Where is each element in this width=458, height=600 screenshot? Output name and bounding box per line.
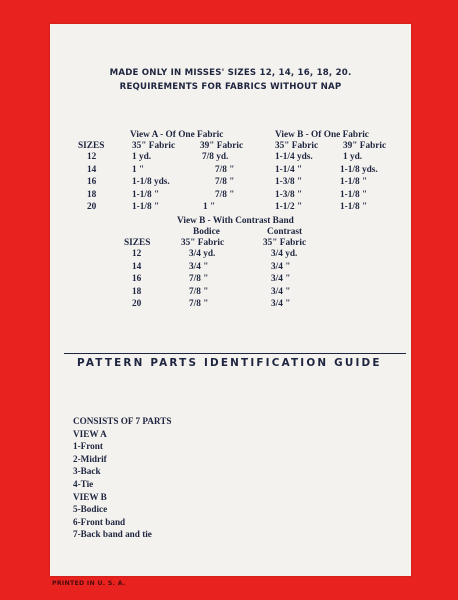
list-item: 1-Front [73,441,103,452]
contrast-band-table [50,215,411,311]
size-cell: 20 [132,299,142,310]
table-row [50,151,411,164]
a35-cell: 1 " [132,164,145,175]
parts-list [73,415,171,541]
contrast-header-row [50,237,411,248]
list-item: 4-Tie [73,478,94,489]
list-item: 2-Midrif [73,453,107,464]
size-cell: 12 [132,249,142,259]
table-header-row [50,140,411,151]
a35-cell: 1-1/8 " [132,202,160,213]
b35-cell: 1-3/8 " [275,189,303,200]
size-cell: 20 [87,202,97,213]
bodice-cell: 7/8 " [189,274,209,285]
table-row [50,298,411,311]
sizes-label: SIZES [78,141,105,151]
size-cell: 14 [87,164,97,175]
contrast-cell: 3/4 yd. [271,249,298,259]
col-header-bodice: 35" Fabric [181,238,225,248]
contrast-cell: 3/4 " [271,286,291,297]
col-header-a39: 39" Fabric [200,141,244,151]
sizes-label: SIZES [124,238,151,248]
guide-divider [64,353,406,354]
b35-cell: 1-1/4 " [275,164,303,175]
a39-cell: 7/8 " [215,177,235,188]
b39-cell: 1 yd. [343,152,363,162]
b39-cell: 1-1/8 " [340,177,368,188]
list-item: 5-Bodice [73,504,108,515]
col-header-a35: 35" Fabric [132,141,176,151]
b39-cell: 1-1/8 yds. [340,164,378,175]
size-cell: 14 [132,261,142,272]
view-a-heading: VIEW A [73,428,107,439]
table-row [50,261,411,274]
a39-cell: 1 " [203,202,216,213]
b35-cell: 1-3/8 " [275,177,303,188]
view-b-heading: VIEW B [73,491,107,502]
a35-cell: 1-1/8 " [132,189,160,200]
size-cell: 12 [87,152,97,162]
bodice-cell: 7/8 " [189,299,209,310]
table-row [50,286,411,299]
view-a-title: View A - Of One Fabric [130,130,224,140]
col-header-b35: 35" Fabric [275,141,319,151]
b39-cell: 1-1/8 " [340,189,368,200]
bodice-label: Bodice [193,227,220,237]
table-title-row [50,129,411,140]
table-row [50,273,411,286]
table-row [50,189,411,202]
instruction-card [50,24,411,576]
size-cell: 16 [132,274,142,285]
header-requirements: REQUIREMENTS FOR FABRICS WITHOUT NAP [119,82,342,92]
a35-cell: 1 yd. [132,152,152,162]
table-row [50,164,411,177]
a35-cell: 1-1/8 yds. [132,177,170,188]
view-b-title: View B - Of One Fabric [275,130,369,140]
contrast-cell: 3/4 " [271,261,291,272]
contrast-table-title: View B - With Contrast Band [177,216,294,226]
table-row [50,248,411,261]
fabric-requirements-table [50,129,411,214]
list-item: 6-Front band [73,516,126,527]
parts-count: CONSISTS OF 7 PARTS [73,416,172,426]
b39-cell: 1-1/8 " [340,202,368,213]
a39-cell: 7/8 " [215,164,235,175]
header-sizes: MADE ONLY IN MISSES' SIZES 12, 14, 16, 18, 20. [109,68,352,78]
printed-in-usa: PRINTED IN U. S. A. [52,580,126,587]
size-cell: 18 [132,286,142,297]
size-cell: 18 [87,189,97,200]
col-header-contrast: 35" Fabric [263,238,307,248]
list-item: 7-Back band and tie [73,529,152,540]
size-cell: 16 [87,177,97,188]
a39-cell: 7/8 yd. [202,152,229,162]
table-row [50,176,411,189]
b35-cell: 1-1/2 " [275,202,303,213]
list-item: 3-Back [73,466,101,477]
bodice-cell: 3/4 yd. [189,249,216,259]
bodice-cell: 3/4 " [189,261,209,272]
contrast-title-row [50,215,411,226]
b35-cell: 1-1/4 yds. [275,152,313,162]
bodice-cell: 7/8 " [189,286,209,297]
table-row [50,201,411,214]
contrast-label: Contrast [267,227,303,237]
a39-cell: 7/8 " [215,189,235,200]
contrast-subheader-row [50,226,411,237]
contrast-cell: 3/4 " [271,274,291,285]
col-header-b39: 39" Fabric [343,141,387,151]
contrast-cell: 3/4 " [271,299,291,310]
guide-title: PATTERN PARTS IDENTIFICATION GUIDE [77,357,382,369]
